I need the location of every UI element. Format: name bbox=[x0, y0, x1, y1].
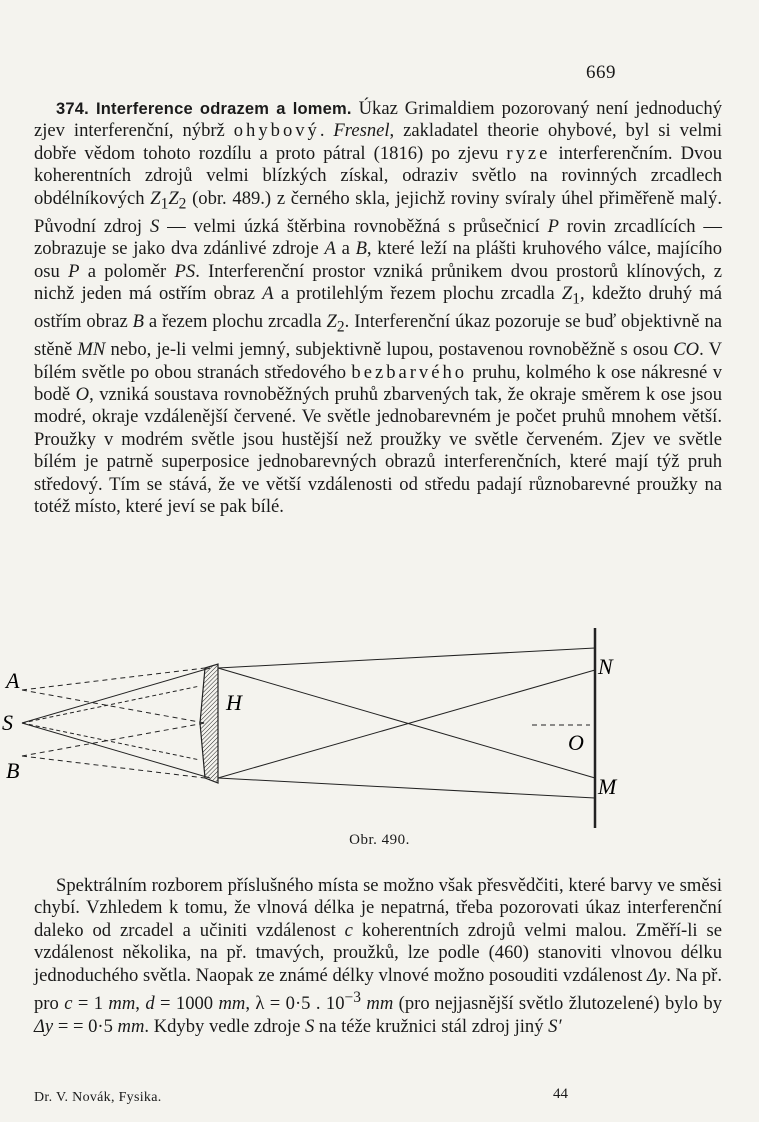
interference-rays bbox=[218, 648, 595, 798]
label-M: M bbox=[598, 774, 617, 799]
figure-caption: Obr. 490. bbox=[349, 832, 410, 848]
figure-diagram bbox=[0, 628, 759, 828]
source-ray-lines bbox=[22, 668, 210, 778]
section-body: Úkaz Grimaldiem pozorovaný není jednoduchý zjev interferenční, nýbrž ohybový. Fresnel, zakladatel theorie ohybové, byl si velmi dobře vědom tohoto rozdílu a proto pátral (1816) po zjevu ryze interferenčním. Dvou koherentních zdrojů velmi blízkých získal, odraziv světlo na rovinných zrcadlech obdélníkových $Z_1Z_2$ (obr. 489.) z černého skla, jejichž roviny svíraly úhel přiměřeně malý. Původní zdroj S — velmi úzká štěrbina rovnoběžná s průsečnicí P rovin zrcadlících — zobrazuje se jako dva zdánlivé zdroje A a B, které leží na plášti kruhového válce, majícího osu P a poloměr PS. Interferenční prostor vzniká průnikem dvou prostorů klínových, z nichž jeden má ostřím obraz A a protilehlým řezem plochu zrcadla $Z_1$, kdežto druhý má ostřím obraz B a řezem plochu zrcadla $Z_2$. Interferenční úkaz pozoruje se buď objektivně na stěně MN nebo, je-li velmi jemný, subjektivně lupou, postavenou rovnoběžně s osou CO. V bílém světle po obou stranách středového bezbarvého pruhu, kolmého k ose nákresné v bodě O, vzniká soustava rovnoběžných pruhů zbarvených tak, že okraje směrem k ose jsou modré, okraje vzdálenější červené. Ve světle jednobarevném je počet pruhů mnohem větší. Proužky v modrém světle jsou hustější než proužky ve světle červeném. Zjev ve světle bílém je patrně superposice jednobarevných obrazů interferenčních, které mají týž pruh středový. Tím se stává, že ve větší vzdálenosti od středu padají různobarevné proužky na totéž místo, které jeví se pak bílé. bbox=[34, 98, 723, 518]
footer-author: Dr. V. Novák, Fysika. bbox=[34, 1090, 162, 1105]
page-number: 669 bbox=[586, 62, 616, 83]
footer-sheet-number: 44 bbox=[553, 1086, 568, 1102]
paragraph-2-body: Spektrálním rozborem příslušného místa se možno však přesvědčiti, které barvy ve směsi chybí. Vzhledem k tomu, že vlnová délka je nepatrná, třeba pozorovati úkaz interferenční daleko od zrcadel a učiniti vzdálenost c koherentních zdrojů velmi malou. Změří-li se vzdálenost několika, na př. tmavých, proužků, lze podle (460) stanoviti vlnovou délku jednoduchého světla. Naopak ze známé délky vlnové možno posouditi vzdálenost Δy. Na př. pro c = 1 mm, d = 1000 mm, λ = 0·5 . $10^{-3}$ mm (pro nejjasnější světlo žlutozelené) bylo by Δy = = 0·5 mm. Kdyby vedle zdroje S na téže kružnici stál zdroj jiný S′ bbox=[34, 875, 723, 1037]
label-N: N bbox=[598, 654, 613, 679]
mirror-prism bbox=[200, 664, 218, 783]
label-O: O bbox=[568, 730, 584, 755]
label-H: H bbox=[226, 690, 242, 715]
label-B: B bbox=[6, 758, 20, 783]
section-heading: 374. Interference odrazem a lomem. bbox=[56, 100, 352, 118]
paragraph-spectral-analysis bbox=[34, 875, 722, 1038]
label-A: A bbox=[6, 668, 20, 693]
section-374-paragraph bbox=[34, 98, 722, 518]
virtual-source-rays bbox=[22, 668, 205, 778]
label-S: S bbox=[2, 710, 13, 735]
